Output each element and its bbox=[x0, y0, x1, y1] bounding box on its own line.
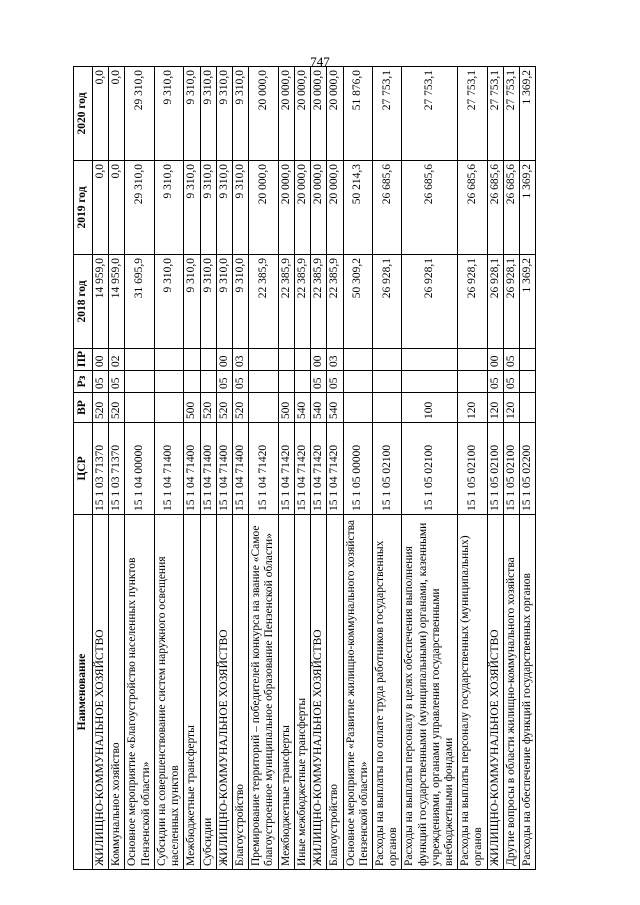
row-pr: 00 bbox=[93, 349, 109, 371]
row-pr bbox=[249, 349, 278, 371]
table-row bbox=[372, 67, 401, 870]
table-row bbox=[311, 67, 327, 870]
row-vr: 100 bbox=[402, 393, 458, 423]
row-tsr: 15 1 04 71420 bbox=[294, 423, 310, 515]
row-pr bbox=[294, 349, 310, 371]
rotated-page-area bbox=[73, 67, 564, 870]
row-2018: 9 310,0 bbox=[216, 255, 232, 349]
table-row bbox=[278, 67, 294, 870]
row-name: Субсидии на совершенствование систем наружного освещения населенных пунктов bbox=[154, 515, 183, 870]
row-vr: 520 bbox=[200, 393, 216, 423]
table-row bbox=[154, 67, 183, 870]
row-tsr: 15 1 04 71420 bbox=[327, 423, 343, 515]
row-2020: 20 000,0 bbox=[327, 67, 343, 161]
row-2019: 9 310,0 bbox=[200, 161, 216, 255]
row-tsr: 15 1 05 02100 bbox=[503, 423, 519, 515]
table-row bbox=[294, 67, 310, 870]
table-body bbox=[93, 67, 536, 870]
row-pr bbox=[154, 349, 183, 371]
row-2020: 9 310,0 bbox=[154, 67, 183, 161]
row-2020: 0,0 bbox=[93, 67, 109, 161]
row-name: Благоустройство bbox=[232, 515, 248, 870]
row-rz: 05 bbox=[109, 371, 125, 393]
row-2020: 20 000,0 bbox=[249, 67, 278, 161]
row-rz bbox=[125, 371, 154, 393]
row-vr: 520 bbox=[109, 393, 125, 423]
row-2018: 26 928,1 bbox=[503, 255, 519, 349]
row-vr: 500 bbox=[278, 393, 294, 423]
row-vr bbox=[372, 393, 401, 423]
row-pr bbox=[184, 349, 200, 371]
row-name: Расходы на выплаты персоналу в целях обеспечения выполнения функций государственными (муниципальными) органами, казенными учреждениями, органами управления государственными внебюджетными фондами bbox=[402, 515, 458, 870]
row-2019: 26 685,6 bbox=[503, 161, 519, 255]
row-tsr: 15 1 04 71420 bbox=[249, 423, 278, 515]
table-row bbox=[232, 67, 248, 870]
row-vr: 520 bbox=[232, 393, 248, 423]
row-2020: 29 310,0 bbox=[125, 67, 154, 161]
row-2018: 22 385,9 bbox=[249, 255, 278, 349]
row-rz bbox=[184, 371, 200, 393]
row-name: Субсидии bbox=[200, 515, 216, 870]
row-tsr: 15 1 05 02200 bbox=[520, 423, 536, 515]
row-2020: 27 753,1 bbox=[503, 67, 519, 161]
row-2018: 1 369,2 bbox=[520, 255, 536, 349]
header-name: Наименование bbox=[74, 515, 93, 870]
row-tsr: 15 1 03 71370 bbox=[109, 423, 125, 515]
row-vr: 540 bbox=[311, 393, 327, 423]
row-2019: 26 685,6 bbox=[372, 161, 401, 255]
row-2019: 50 214,3 bbox=[343, 161, 372, 255]
row-pr bbox=[343, 349, 372, 371]
row-tsr: 15 1 04 71420 bbox=[278, 423, 294, 515]
row-name: ЖИЛИЩНО-КОММУНАЛЬНОЕ ХОЗЯЙСТВО bbox=[311, 515, 327, 870]
row-vr bbox=[154, 393, 183, 423]
header-2019: 2019 год bbox=[74, 161, 93, 255]
row-name: Основное мероприятие «Благоустройство населенных пунктов Пензенской области» bbox=[125, 515, 154, 870]
row-name: ЖИЛИЩНО-КОММУНАЛЬНОЕ ХОЗЯЙСТВО bbox=[216, 515, 232, 870]
row-pr: 00 bbox=[311, 349, 327, 371]
table-row bbox=[184, 67, 200, 870]
row-vr: 520 bbox=[93, 393, 109, 423]
row-name: Межбюджетные трансферты bbox=[278, 515, 294, 870]
row-2018: 9 310,0 bbox=[232, 255, 248, 349]
row-tsr: 15 1 05 02100 bbox=[402, 423, 458, 515]
row-vr: 540 bbox=[327, 393, 343, 423]
row-2018: 50 309,2 bbox=[343, 255, 372, 349]
table-row bbox=[503, 67, 519, 870]
row-2020: 1 369,2 bbox=[520, 67, 536, 161]
row-2020: 27 753,1 bbox=[402, 67, 458, 161]
header-2020: 2020 год bbox=[74, 67, 93, 161]
row-rz bbox=[372, 371, 401, 393]
row-rz bbox=[249, 371, 278, 393]
row-2020: 0,0 bbox=[109, 67, 125, 161]
row-name: Расходы на выплаты по оплате труда работников государственных органов bbox=[372, 515, 401, 870]
table-row bbox=[109, 67, 125, 870]
page-number: 747 bbox=[310, 54, 330, 69]
row-pr bbox=[520, 349, 536, 371]
row-tsr: 15 1 04 00000 bbox=[125, 423, 154, 515]
row-2018: 9 310,0 bbox=[200, 255, 216, 349]
row-2020: 9 310,0 bbox=[184, 67, 200, 161]
row-2019: 9 310,0 bbox=[154, 161, 183, 255]
row-rz: 05 bbox=[503, 371, 519, 393]
row-name: ЖИЛИЩНО-КОММУНАЛЬНОЕ ХОЗЯЙСТВО bbox=[93, 515, 109, 870]
budget-table-container bbox=[73, 67, 564, 870]
row-2018: 22 385,9 bbox=[294, 255, 310, 349]
row-rz bbox=[343, 371, 372, 393]
table-row bbox=[125, 67, 154, 870]
row-pr bbox=[200, 349, 216, 371]
row-tsr: 15 1 03 71370 bbox=[93, 423, 109, 515]
table-row bbox=[487, 67, 503, 870]
row-pr bbox=[458, 349, 487, 371]
row-name: Расходы на обеспечение функций государственных органов bbox=[520, 515, 536, 870]
table-row bbox=[458, 67, 487, 870]
row-2019: 20 000,0 bbox=[327, 161, 343, 255]
row-rz: 05 bbox=[487, 371, 503, 393]
row-tsr: 15 1 04 71400 bbox=[200, 423, 216, 515]
row-2018: 31 695,9 bbox=[125, 255, 154, 349]
row-2018: 22 385,9 bbox=[278, 255, 294, 349]
row-tsr: 15 1 05 02100 bbox=[372, 423, 401, 515]
row-vr bbox=[125, 393, 154, 423]
row-rz: 05 bbox=[311, 371, 327, 393]
row-2019: 20 000,0 bbox=[294, 161, 310, 255]
row-pr bbox=[372, 349, 401, 371]
row-2018: 26 928,1 bbox=[458, 255, 487, 349]
table-row bbox=[327, 67, 343, 870]
row-vr: 120 bbox=[458, 393, 487, 423]
row-pr bbox=[402, 349, 458, 371]
row-name: Благоустройство bbox=[327, 515, 343, 870]
row-2018: 22 385,9 bbox=[311, 255, 327, 349]
row-rz bbox=[520, 371, 536, 393]
row-2019: 9 310,0 bbox=[232, 161, 248, 255]
row-name: Иные межбюджетные трансферты bbox=[294, 515, 310, 870]
row-2018: 9 310,0 bbox=[184, 255, 200, 349]
row-pr: 05 bbox=[503, 349, 519, 371]
row-tsr: 15 1 05 00000 bbox=[343, 423, 372, 515]
row-2018: 14 959,0 bbox=[109, 255, 125, 349]
row-2019: 20 000,0 bbox=[249, 161, 278, 255]
row-rz bbox=[200, 371, 216, 393]
row-2020: 20 000,0 bbox=[311, 67, 327, 161]
header-rz: Рз bbox=[74, 371, 93, 393]
row-name: Премирование территорий – победителей конкурса на звание «Самое благоустроенное муниципальное образование Пензенской области» bbox=[249, 515, 278, 870]
row-2019: 1 369,2 bbox=[520, 161, 536, 255]
row-2018: 9 310,0 bbox=[154, 255, 183, 349]
row-2019: 26 685,6 bbox=[458, 161, 487, 255]
row-pr: 03 bbox=[327, 349, 343, 371]
row-vr: 120 bbox=[487, 393, 503, 423]
row-tsr: 15 1 04 71400 bbox=[232, 423, 248, 515]
row-vr: 520 bbox=[216, 393, 232, 423]
row-2020: 51 876,0 bbox=[343, 67, 372, 161]
row-2019: 29 310,0 bbox=[125, 161, 154, 255]
row-2019: 26 685,6 bbox=[402, 161, 458, 255]
row-2018: 26 928,1 bbox=[487, 255, 503, 349]
row-2019: 26 685,6 bbox=[487, 161, 503, 255]
row-pr: 02 bbox=[109, 349, 125, 371]
row-2019: 9 310,0 bbox=[216, 161, 232, 255]
row-pr: 03 bbox=[232, 349, 248, 371]
row-2019: 20 000,0 bbox=[278, 161, 294, 255]
row-rz: 05 bbox=[327, 371, 343, 393]
row-2020: 20 000,0 bbox=[294, 67, 310, 161]
row-tsr: 15 1 05 02100 bbox=[458, 423, 487, 515]
row-2019: 9 310,0 bbox=[184, 161, 200, 255]
header-pr: ПР bbox=[74, 349, 93, 371]
row-pr bbox=[125, 349, 154, 371]
row-2019: 0,0 bbox=[109, 161, 125, 255]
header-tsr: ЦСР bbox=[74, 423, 93, 515]
row-2019: 20 000,0 bbox=[311, 161, 327, 255]
row-rz bbox=[402, 371, 458, 393]
row-2020: 9 310,0 bbox=[232, 67, 248, 161]
header-2018: 2018 год bbox=[74, 255, 93, 349]
row-pr: 00 bbox=[487, 349, 503, 371]
table-row bbox=[343, 67, 372, 870]
table-row bbox=[93, 67, 109, 870]
row-2019: 0,0 bbox=[93, 161, 109, 255]
row-rz: 05 bbox=[93, 371, 109, 393]
row-vr bbox=[249, 393, 278, 423]
row-name: Расходы на выплаты персоналу государственных (муниципальных) органов bbox=[458, 515, 487, 870]
row-2020: 27 753,1 bbox=[458, 67, 487, 161]
row-2018: 22 385,9 bbox=[327, 255, 343, 349]
table-row bbox=[249, 67, 278, 870]
row-tsr: 15 1 04 71400 bbox=[154, 423, 183, 515]
row-rz: 05 bbox=[216, 371, 232, 393]
row-tsr: 15 1 04 71400 bbox=[184, 423, 200, 515]
row-tsr: 15 1 05 02100 bbox=[487, 423, 503, 515]
row-pr bbox=[278, 349, 294, 371]
row-vr bbox=[520, 393, 536, 423]
row-2018: 14 959,0 bbox=[93, 255, 109, 349]
table-row bbox=[200, 67, 216, 870]
row-vr: 120 bbox=[503, 393, 519, 423]
table-header-row bbox=[74, 67, 93, 870]
table-row bbox=[402, 67, 458, 870]
budget-table bbox=[73, 66, 536, 870]
row-2020: 27 753,1 bbox=[487, 67, 503, 161]
row-vr: 500 bbox=[184, 393, 200, 423]
row-rz bbox=[458, 371, 487, 393]
row-name: Коммунальное хозяйство bbox=[109, 515, 125, 870]
table-row bbox=[216, 67, 232, 870]
row-name: ЖИЛИЩНО-КОММУНАЛЬНОЕ ХОЗЯЙСТВО bbox=[487, 515, 503, 870]
row-2018: 26 928,1 bbox=[372, 255, 401, 349]
row-rz: 05 bbox=[232, 371, 248, 393]
row-vr bbox=[343, 393, 372, 423]
row-rz bbox=[278, 371, 294, 393]
row-pr: 00 bbox=[216, 349, 232, 371]
row-2020: 27 753,1 bbox=[372, 67, 401, 161]
row-rz bbox=[154, 371, 183, 393]
row-vr: 540 bbox=[294, 393, 310, 423]
header-vr: ВР bbox=[74, 393, 93, 423]
row-2020: 9 310,0 bbox=[216, 67, 232, 161]
row-2020: 20 000,0 bbox=[278, 67, 294, 161]
row-rz bbox=[294, 371, 310, 393]
row-2018: 26 928,1 bbox=[402, 255, 458, 349]
row-2020: 9 310,0 bbox=[200, 67, 216, 161]
row-name: Другие вопросы в области жилищно-коммунального хозяйства bbox=[503, 515, 519, 870]
row-name: Основное мероприятие «Развитие жилищно-коммунального хозяйства Пензенской области» bbox=[343, 515, 372, 870]
row-name: Межбюджетные трансферты bbox=[184, 515, 200, 870]
table-row bbox=[520, 67, 536, 870]
row-tsr: 15 1 04 71420 bbox=[311, 423, 327, 515]
row-tsr: 15 1 04 71400 bbox=[216, 423, 232, 515]
